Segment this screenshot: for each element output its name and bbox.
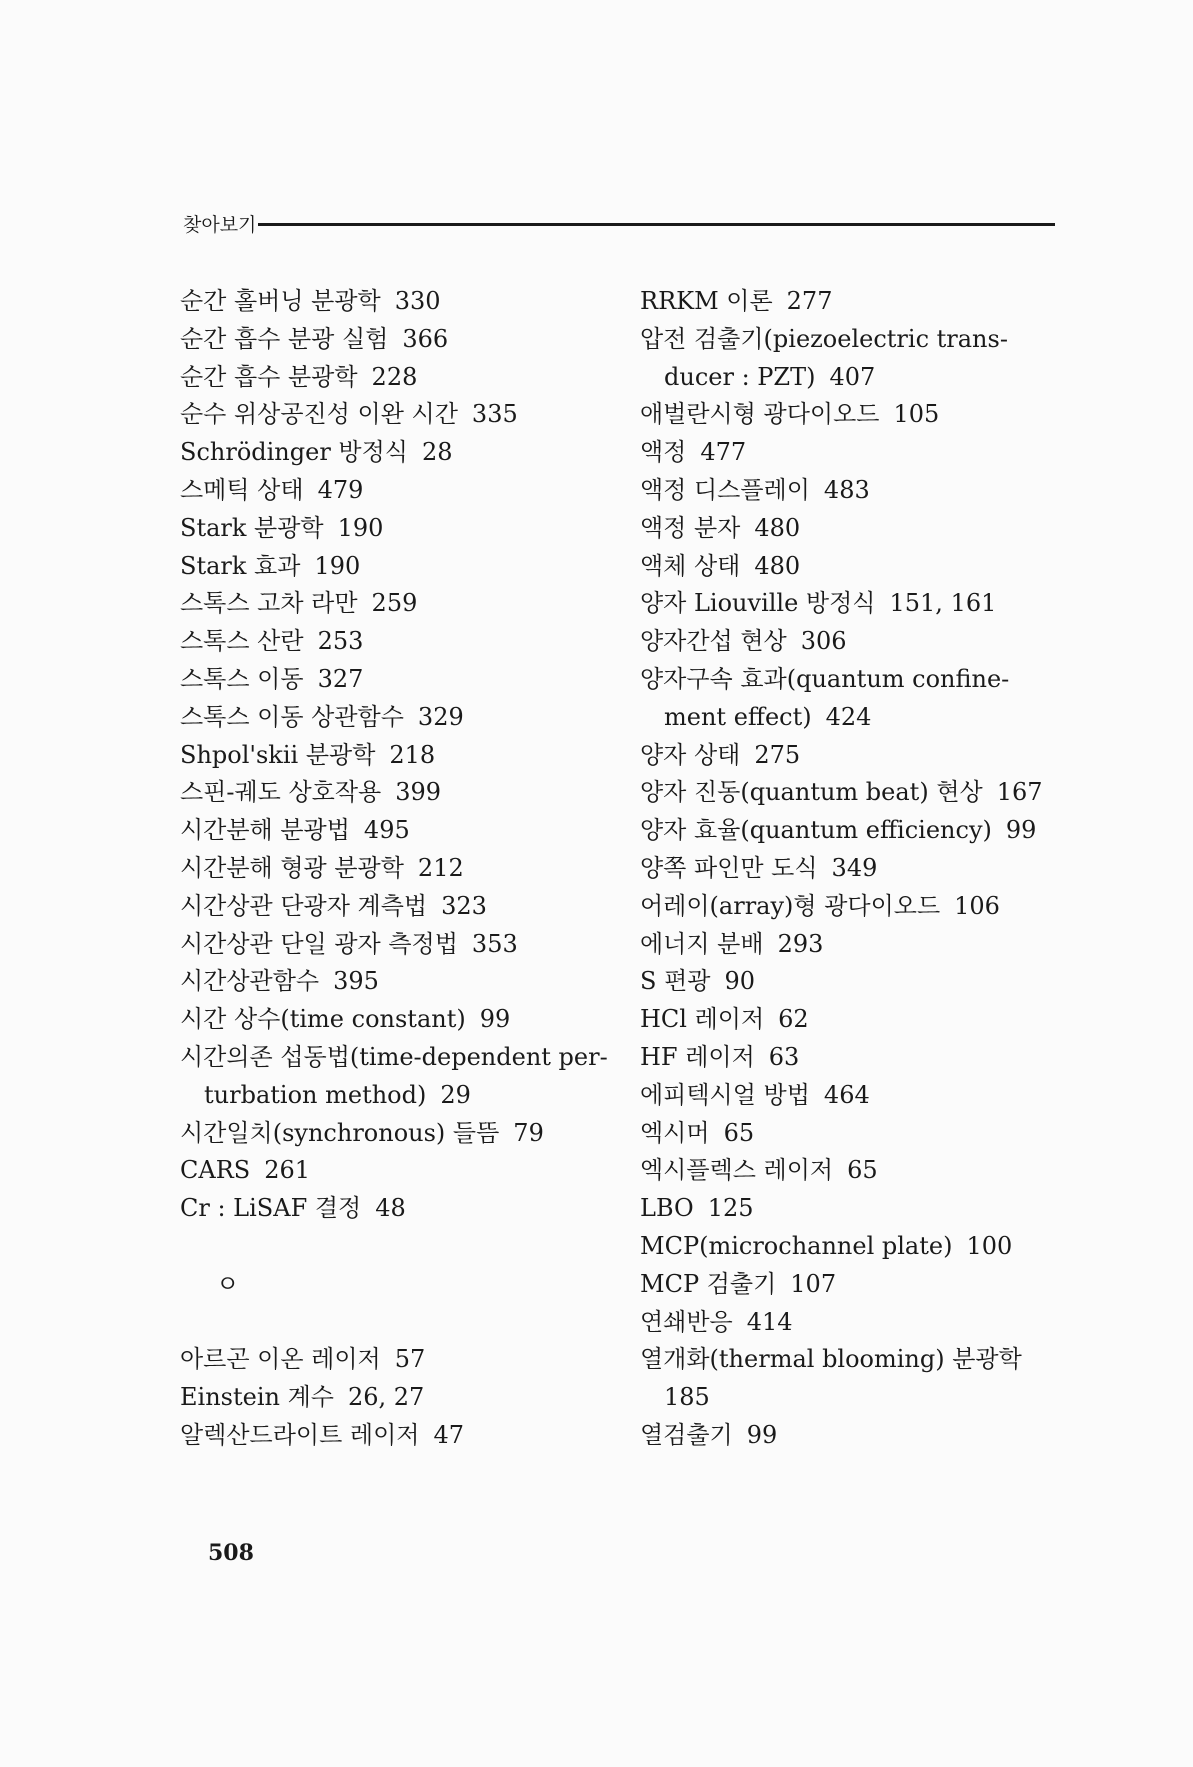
index-page-ref: 47 (433, 1420, 465, 1449)
index-entry (180, 548, 620, 586)
index-page-ref: 395 (333, 967, 379, 996)
index-entry (640, 1379, 1060, 1417)
index-term: 스톡스 고차 라만 (180, 589, 358, 618)
index-page-ref: 353 (471, 929, 518, 958)
index-page-ref: 48 (375, 1194, 406, 1223)
index-page-ref: 414 (746, 1307, 793, 1336)
index-page-ref: 399 (395, 778, 442, 807)
index-entry (640, 510, 1060, 548)
index-term: 양자 Liouville 방정식 (640, 589, 876, 618)
index-entry (180, 396, 620, 434)
index-page-ref: 330 (394, 287, 441, 315)
index-entry (640, 737, 1060, 775)
index-page-ref: 212 (417, 853, 464, 882)
index-page-ref: 261 (264, 1156, 311, 1185)
index-entry (180, 812, 620, 850)
index-list-right (640, 283, 1060, 1455)
index-page-ref: 407 (829, 362, 876, 391)
index-term: 액체 상태 (640, 551, 741, 580)
index-entry (180, 623, 620, 661)
index-term: 아르곤 이온 레이저 (180, 1345, 381, 1374)
index-term: 185 (664, 1383, 710, 1412)
index-entry (640, 774, 1060, 812)
index-term: Cr : LiSAF 결정 (180, 1194, 362, 1223)
index-entry (640, 1077, 1060, 1115)
index-term: RRKM 이론 (640, 287, 773, 315)
index-page-ref: 218 (389, 740, 436, 769)
index-term: 시간상관함수 (180, 967, 320, 996)
index-term: Einstein 계수 (180, 1383, 334, 1412)
index-term: 스핀-궤도 상호작용 (180, 778, 382, 807)
index-entry (640, 434, 1060, 472)
index-term: MCP(microchannel plate) (640, 1231, 953, 1260)
index-term: 어레이(array)형 광다이오드 (640, 891, 941, 920)
index-entry (640, 1152, 1060, 1190)
index-term: 순간 흡수 분광 실험 (180, 324, 389, 353)
index-entry (640, 1228, 1060, 1266)
index-entry (180, 510, 620, 548)
index-term: 시간상관 단일 광자 측정법 (180, 929, 458, 958)
index-entry (180, 888, 620, 926)
index-entry (180, 1039, 620, 1077)
index-entry (640, 1190, 1060, 1228)
index-entry (640, 699, 1060, 737)
index-entry (640, 963, 1060, 1001)
index-page-ref: 106 (954, 891, 1000, 920)
index-page-ref: 480 (754, 551, 801, 580)
index-list-left (180, 283, 620, 1228)
index-term: 스톡스 산란 (180, 627, 304, 656)
index-entry (180, 1152, 620, 1190)
index-entry (180, 661, 620, 699)
section-gap (180, 1228, 620, 1266)
index-page-ref: 464 (823, 1080, 870, 1109)
index-term: 스톡스 이동 (180, 664, 304, 693)
index-page-ref: 99 (746, 1420, 778, 1449)
index-term: LBO (640, 1194, 694, 1223)
index-page-ref: 349 (831, 853, 878, 882)
index-page-ref: 253 (317, 627, 364, 656)
index-page-ref: 105 (893, 400, 940, 429)
index-term: 시간분해 분광법 (180, 816, 350, 845)
index-page-ref: 29 (440, 1080, 471, 1109)
index-entry (180, 283, 620, 321)
index-term: 양자간섭 현상 (640, 627, 787, 656)
index-term: 엑시머 (640, 1118, 710, 1147)
index-entry (640, 1304, 1060, 1342)
index-column-right (640, 283, 1060, 1455)
index-page-ref: 329 (417, 702, 464, 731)
index-page-ref: 327 (317, 664, 364, 693)
index-entry (640, 1001, 1060, 1039)
index-term: 에피텍시얼 방법 (640, 1080, 810, 1109)
index-entry (640, 1341, 1060, 1379)
index-page-ref: 99 (1005, 816, 1037, 845)
index-term: Shpol'skii 분광학 (180, 740, 376, 769)
index-entry (180, 1379, 620, 1417)
index-page-ref: 477 (700, 438, 747, 467)
index-entry (180, 321, 620, 359)
index-entry (640, 661, 1060, 699)
index-page-ref: 228 (371, 362, 418, 391)
index-page-ref: 151, 161 (889, 589, 997, 618)
section-gap (180, 1304, 620, 1342)
index-term: Stark 분광학 (180, 513, 324, 542)
index-page-ref: 366 (402, 324, 449, 353)
index-term: 순수 위상공진성 이완 시간 (180, 400, 458, 429)
index-term: 압전 검출기(piezoelectric trans- (640, 324, 1008, 353)
index-page-ref: 99 (479, 1005, 511, 1034)
index-entry (180, 434, 620, 472)
index-column-left (180, 283, 620, 1455)
index-page-ref: 293 (777, 929, 824, 958)
index-term: CARS (180, 1156, 251, 1185)
index-term: 순간 흡수 분광학 (180, 362, 358, 391)
index-term: 열검출기 (640, 1420, 733, 1449)
index-term: Stark 효과 (180, 551, 301, 580)
index-entry (640, 1417, 1060, 1455)
index-page-ref: 306 (800, 627, 847, 656)
index-entry (180, 963, 620, 1001)
index-entry (180, 1001, 620, 1039)
index-page-ref: 495 (363, 816, 410, 845)
index-entry (180, 359, 620, 397)
index-page-ref: 57 (394, 1345, 426, 1374)
index-term: turbation method) (204, 1080, 427, 1109)
index-page-ref: 323 (441, 891, 487, 920)
index-entry (180, 774, 620, 812)
index-page-ref: 277 (786, 287, 833, 315)
index-entry (640, 585, 1060, 623)
index-term: ment effect) (664, 702, 812, 731)
index-term: 양자구속 효과(quantum confine- (640, 664, 1010, 693)
index-page-ref: 335 (471, 400, 518, 429)
index-entry (640, 850, 1060, 888)
index-term: 양쪽 파인만 도식 (640, 853, 818, 882)
index-page-ref: 107 (790, 1269, 837, 1298)
index-page-ref: 28 (421, 438, 453, 467)
index-term: ducer : PZT) (664, 362, 816, 391)
index-term: 시간분해 형광 분광학 (180, 853, 404, 882)
index-term: 스메틱 상태 (180, 475, 304, 504)
index-entry (640, 623, 1060, 661)
index-page-ref: 424 (825, 702, 872, 731)
index-term: 액정 분자 (640, 513, 741, 542)
index-page-ref: 65 (723, 1118, 755, 1147)
index-entry (180, 850, 620, 888)
index-page-ref: 125 (707, 1194, 754, 1223)
index-term: 시간일치(synchronous) 들뜸 (180, 1118, 500, 1147)
index-page-ref: 100 (966, 1231, 1013, 1260)
index-entry (640, 548, 1060, 586)
index-term: HCl 레이저 (640, 1005, 765, 1034)
index-term: 액정 (640, 438, 687, 467)
index-entry (180, 1417, 620, 1455)
index-term: 양자 진동(quantum beat) 현상 (640, 778, 983, 807)
index-entry (640, 321, 1060, 359)
index-entry (640, 812, 1060, 850)
index-entry (180, 472, 620, 510)
index-term: 액정 디스플레이 (640, 475, 810, 504)
index-entry (640, 888, 1060, 926)
index-term: Schrödinger 방정식 (180, 438, 408, 467)
index-page-ref: 190 (314, 551, 361, 580)
index-term: 엑시플렉스 레이저 (640, 1156, 834, 1185)
index-page-ref: 483 (823, 475, 870, 504)
index-term: 열개화(thermal blooming) 분광학 (640, 1345, 1022, 1374)
header-title: 찾아보기 (183, 213, 257, 236)
index-entry (180, 585, 620, 623)
index-page-ref: 79 (513, 1118, 544, 1147)
index-term: 시간의존 섭동법(time-dependent per- (180, 1042, 608, 1071)
index-term: 양자 상태 (640, 740, 741, 769)
index-entry (180, 1077, 620, 1115)
index-term: 연쇄반응 (640, 1307, 733, 1336)
index-entry (640, 1039, 1060, 1077)
index-term: 시간상관 단광자 계측법 (180, 891, 428, 920)
index-page-ref: 26, 27 (347, 1383, 425, 1412)
index-page-ref: 90 (724, 967, 755, 996)
index-entry (640, 1266, 1060, 1304)
index-page-ref: 62 (778, 1005, 809, 1034)
index-page-ref: 190 (337, 513, 384, 542)
index-entry (180, 1190, 620, 1228)
index-term: 에너지 분배 (640, 929, 764, 958)
index-term: 애벌란시형 광다이오드 (640, 400, 880, 429)
index-entry (180, 926, 620, 964)
index-term: MCP 검출기 (640, 1269, 777, 1298)
index-page-ref: 65 (847, 1156, 878, 1185)
index-list-left-after (180, 1341, 620, 1454)
index-term: 스톡스 이동 상관함수 (180, 702, 404, 731)
index-page-ref: 275 (754, 740, 801, 769)
index-term: S 편광 (640, 967, 711, 996)
index-entry (180, 737, 620, 775)
index-page-ref: 63 (768, 1042, 800, 1071)
index-entry (640, 359, 1060, 397)
index-entry (180, 1115, 620, 1153)
index-entry (180, 699, 620, 737)
index-term: 알렉산드라이트 레이저 (180, 1420, 420, 1449)
index-page-ref: 480 (754, 513, 801, 542)
index-entry (640, 472, 1060, 510)
index-term: 양자 효율(quantum efficiency) (640, 816, 992, 845)
index-term: 시간 상수(time constant) (180, 1005, 466, 1034)
index-term: 순간 홀버닝 분광학 (180, 287, 381, 315)
header-rule (258, 223, 1055, 226)
index-term: HF 레이저 (640, 1042, 755, 1071)
index-page-ref: 479 (317, 475, 364, 504)
index-entry (640, 1115, 1060, 1153)
index-entry (640, 926, 1060, 964)
index-entry (640, 396, 1060, 434)
section-letter: ㅇ (216, 1269, 240, 1298)
running-header (183, 208, 1055, 238)
index-entry (180, 1341, 620, 1379)
page-number: 508 (208, 1540, 254, 1566)
index-entry (640, 283, 1060, 321)
index-page-ref: 259 (371, 589, 418, 618)
index-page-ref: 167 (996, 778, 1043, 807)
